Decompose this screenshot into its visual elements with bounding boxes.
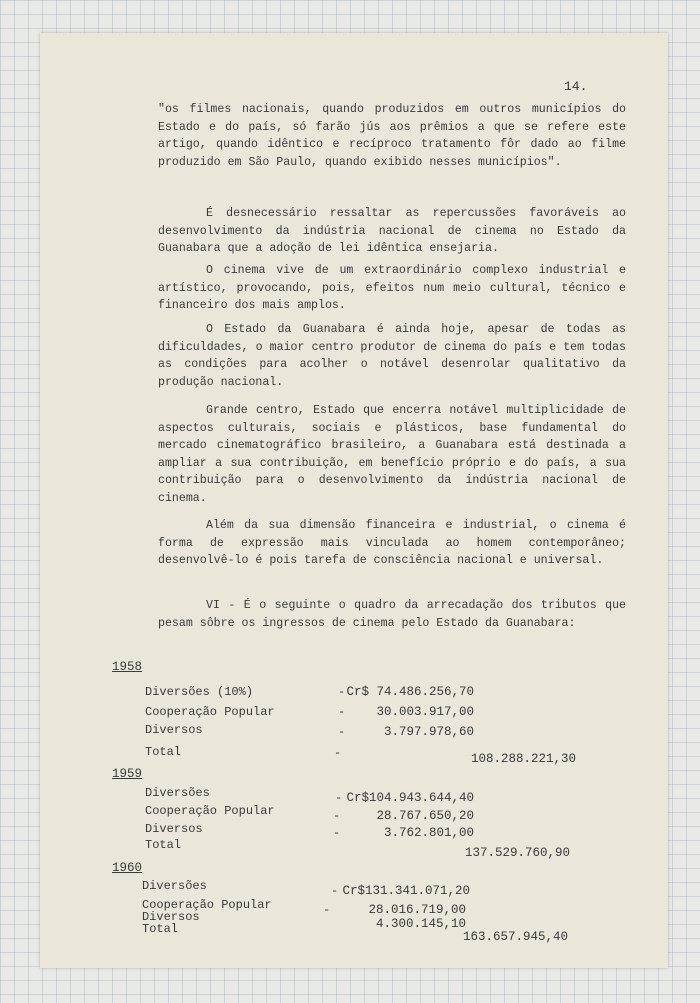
row-dash: -	[338, 685, 346, 699]
row-label: Diversos	[142, 910, 200, 924]
row-amount: Cr$104.943.644,40	[346, 791, 474, 805]
page-number: 14.	[564, 79, 588, 94]
row-amount: 4.300.145,10	[375, 917, 466, 931]
row-label: Cooperação Popular	[145, 705, 275, 719]
row-amount: Cr$131.341.071,20	[342, 884, 470, 898]
row-label: Diversos	[145, 723, 203, 737]
row-amount: Cr$ 74.486.256,70	[346, 685, 474, 699]
row-amount: 28.767.650,20	[376, 809, 474, 823]
total-label: Total	[145, 745, 182, 759]
row-dash: -	[335, 791, 343, 805]
paragraph-6: Além da sua dimensão financeira e industrial, o cinema é forma de expressão mais vinculada ao homem contemporâneo; desenvolvê-lo é pois tarefa de consciência nacional e universal.	[158, 519, 626, 568]
total-dash: -	[334, 746, 342, 760]
paragraph-2: É desnecessário ressaltar as repercussões favoráveis ao desenvolvimento da indústria nacional de cinema no Estado da Guanabara que a adoção de lei idêntica ensejaria.	[158, 207, 626, 256]
row-label: Cooperação Popular	[142, 898, 272, 912]
row-label: Cooperação Popular	[145, 804, 275, 818]
row-amount: 30.003.917,00	[376, 705, 474, 719]
total-amount: 108.288.221,30	[470, 752, 576, 766]
quote-paragraph: "os filmes nacionais, quando produzidos em outros municípios do Estado e do país, só farão jús aos prêmios a que se refere este artigo, quando idêntico e recíproco tratamento fôr dado ao filme produzido em São Paulo, quando exibido nesses municípios".	[158, 103, 626, 169]
total-label: Total	[145, 838, 182, 852]
row-dash: -	[333, 826, 341, 840]
row-dash: -	[333, 809, 341, 823]
paragraph-7: VI - É o seguinte o quadro da arrecadação dos tributos que pesam sôbre os ingressos de cinema pelo Estado da Guanabara:	[158, 599, 626, 630]
row-dash: -	[338, 725, 346, 739]
total-label: Total	[142, 922, 179, 936]
row-dash: -	[338, 705, 346, 719]
row-label: Diversões	[145, 786, 210, 800]
row-label: Diversos	[145, 822, 203, 836]
row-label: Diversões	[142, 879, 207, 893]
year-1960: 1960	[112, 861, 143, 875]
row-label: Diversões (10%)	[145, 685, 254, 699]
paragraph-5: Grande centro, Estado que encerra notável multiplicidade de aspectos culturais, sociais e plásticos, base fundamental do mercado cinematográfico brasileiro, a Guanabara está destinada a ampliar a sua contribuição, em benefício próprio e do país, a sua contribuição para o desenvolvimento da indústria nacional de cinema.	[158, 404, 626, 505]
year-1958: 1958	[112, 660, 143, 674]
row-dash: -	[323, 903, 331, 917]
row-amount: 3.762.801,00	[383, 826, 474, 840]
document-page	[40, 33, 668, 968]
paragraph-3: O cinema vive de um extraordinário complexo industrial e artístico, provocando, pois, efeitos num meio cultural, técnico e financeiro dos mais amplos.	[158, 264, 626, 313]
paragraph-4: O Estado da Guanabara é ainda hoje, apesar de todas as dificuldades, o maior centro produtor de cinema do país e tem todas as condições para acolher o notável desenrolar qualitativo da produção nacional.	[158, 323, 626, 389]
row-amount: 28.016.719,00	[368, 903, 466, 917]
total-amount: 137.529.760,90	[464, 846, 570, 860]
row-amount: 3.797.978,60	[383, 725, 474, 739]
row-dash: -	[331, 884, 339, 898]
total-amount: 163.657.945,40	[462, 930, 568, 944]
year-1959: 1959	[112, 767, 143, 781]
